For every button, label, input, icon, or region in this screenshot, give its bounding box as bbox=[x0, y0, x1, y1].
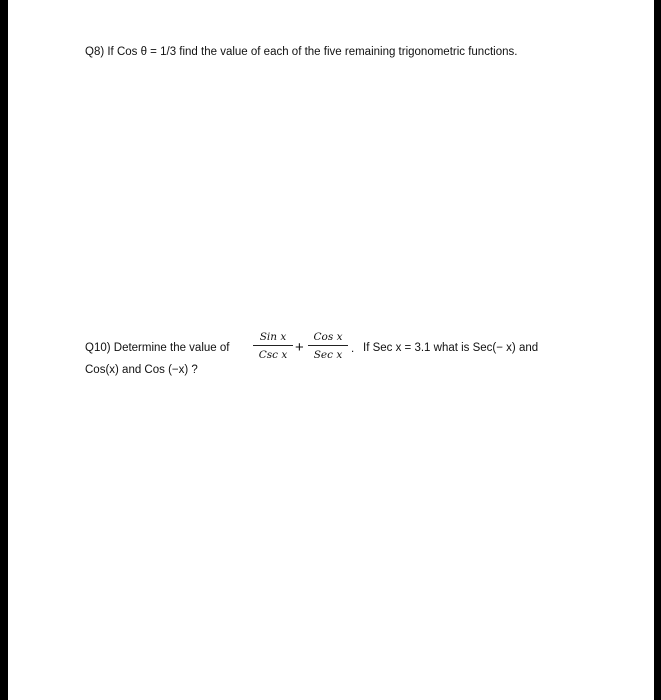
question-10-suffix: If Sec x = 3.1 what is Sec(− x) and bbox=[363, 342, 539, 354]
fraction-sin-over-csc bbox=[253, 330, 293, 362]
question-8: Q8) If Cos θ = 1/3 find the value of each of the five remaining trigonometric functions. bbox=[85, 46, 518, 58]
plus-operator: + bbox=[295, 339, 304, 356]
fraction-bar bbox=[308, 345, 348, 346]
period: . bbox=[351, 343, 355, 355]
question-10-line-2: Cos(x) and Cos (−x) ? bbox=[85, 364, 198, 376]
fraction-numerator: Sin x bbox=[259, 331, 287, 343]
fraction-numerator: Cos x bbox=[313, 331, 343, 343]
fraction-bar bbox=[253, 345, 293, 346]
document-page bbox=[8, 0, 654, 700]
fraction-denominator: Csc x bbox=[258, 349, 288, 361]
fraction-denominator: Sec x bbox=[313, 349, 343, 361]
fraction-cos-over-sec bbox=[308, 330, 348, 362]
question-10-prefix: Q10) Determine the value of bbox=[85, 342, 230, 354]
